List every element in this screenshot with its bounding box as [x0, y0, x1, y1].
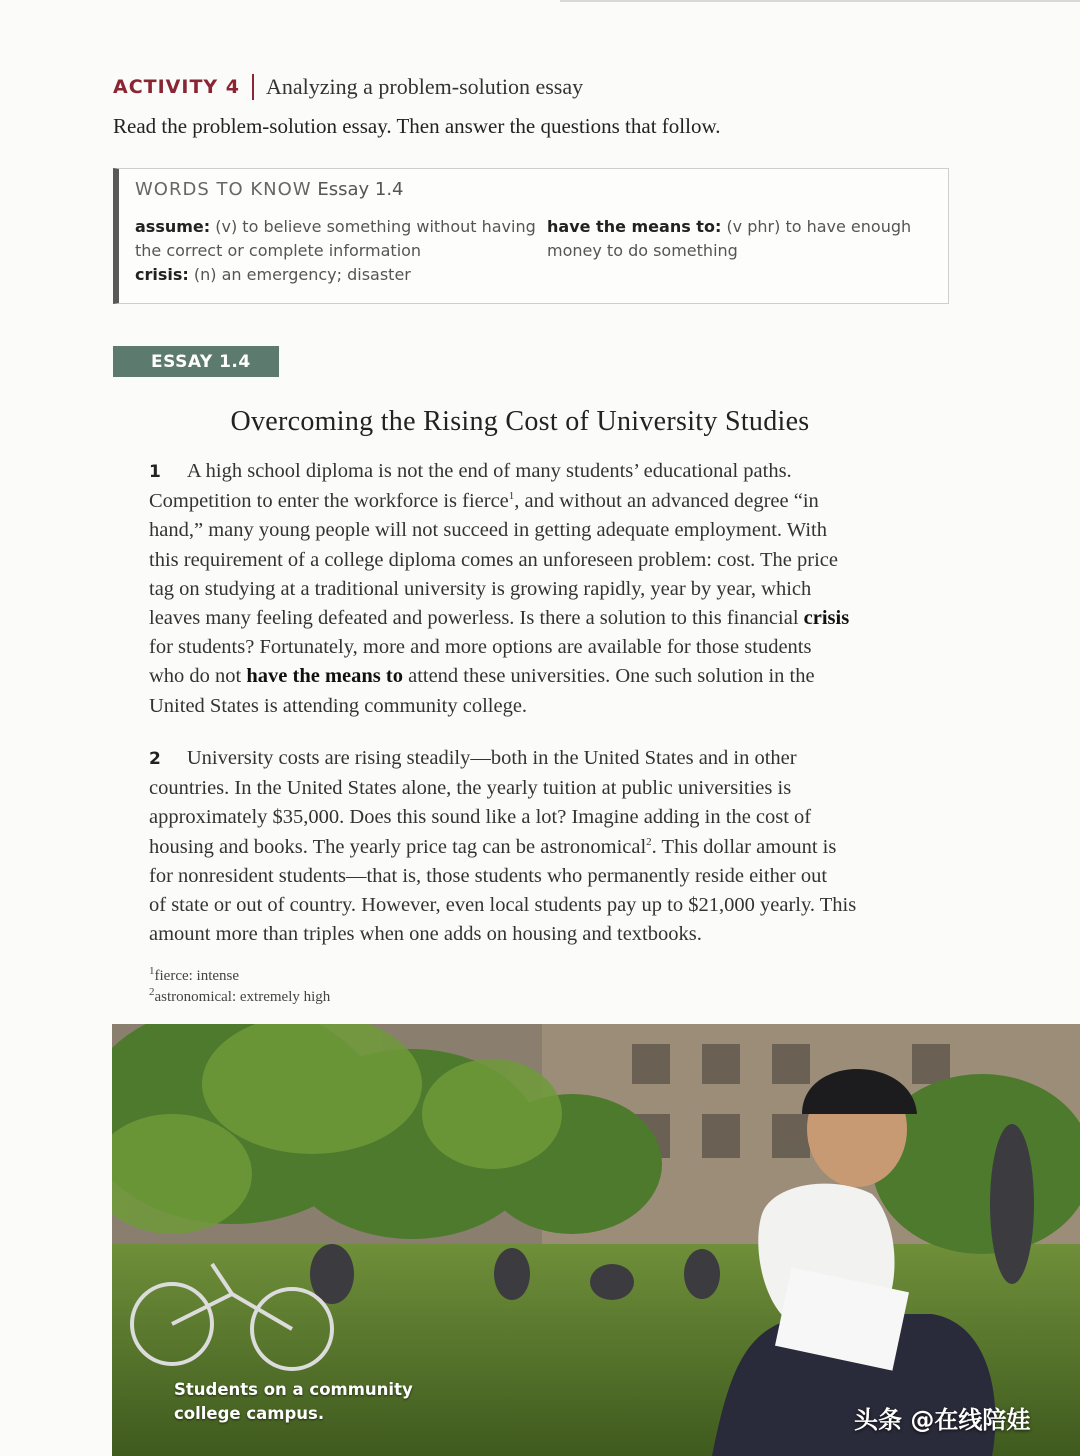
vocab-entry-crisis — [135, 263, 536, 287]
text-line: for nonresident students—that is, those students who permanently reside either out — [149, 864, 828, 887]
footnote-text: fierce: intense — [154, 968, 240, 984]
text-line: United States is attending community college. — [149, 694, 528, 717]
text-line — [149, 487, 909, 516]
caption-line: Students on a community — [174, 1380, 413, 1399]
activity-title: Analyzing a problem-solution essay — [266, 74, 584, 99]
text-line: approximately $35,000. Does this sound like a lot? Imagine adding in the cost of — [149, 806, 812, 829]
paragraph-number: 1 — [149, 462, 161, 482]
text-line: tag on studying at a traditional university is growing rapidly, year by year, which — [149, 577, 812, 600]
essay-title: Overcoming the Rising Cost of University Studies — [230, 406, 810, 437]
text-line — [149, 604, 909, 633]
text-line: of state or out of country. However, even local students pay up to $21,000 yearly. This — [149, 894, 857, 917]
paragraph-number: 2 — [149, 749, 161, 769]
watermark: 头条 @在线陪娃 — [854, 1406, 1031, 1434]
paragraph-1 — [149, 457, 909, 721]
campus-photo — [112, 1024, 1080, 1456]
top-rule — [560, 0, 1080, 2]
vocab-column-right — [547, 215, 911, 263]
vocab-entry-assume — [135, 215, 536, 263]
line-text: Competition to enter the workforce is fierce — [149, 490, 509, 513]
text-line: hand,” many young people will not succeed in getting adequate employment. With — [149, 519, 827, 542]
line-text: housing and books. The yearly price tag can be astronomical — [149, 835, 647, 858]
text-line — [149, 662, 909, 691]
words-to-know-label: WORDS TO KNOW — [135, 179, 312, 200]
line-text: A high school diploma is not the end of many students’ educational paths. — [186, 460, 792, 482]
line-text: University costs are rising steadily—both in the United States and in other — [186, 747, 797, 769]
text-line: for students? Fortunately, more and more options are available for those students — [149, 636, 812, 659]
words-to-know-heading — [135, 179, 404, 200]
photo-caption — [174, 1378, 413, 1426]
footnote-marker: 2 — [149, 986, 155, 998]
footnote-ref: 2 — [646, 835, 652, 848]
footnote-text: astronomical: extremely high — [154, 989, 331, 1005]
instruction: Read the problem-solution essay. Then answer the questions that follow. — [113, 114, 721, 138]
vocab-column-left — [135, 215, 536, 287]
footnote-marker: 1 — [149, 965, 155, 977]
line-text: , and without an advanced degree “in — [514, 490, 819, 513]
vocab-definition: (n) an emergency; disaster — [193, 265, 411, 284]
vocab-highlight: have the means to — [246, 665, 403, 688]
line-text: attend these universities. One such solution in the — [408, 665, 815, 688]
line-text: who do not — [149, 665, 242, 688]
words-to-know-ref: Essay 1.4 — [317, 179, 404, 200]
text-line: countries. In the United States alone, the yearly tuition at public universities is — [149, 777, 792, 800]
footnote — [149, 987, 330, 1008]
activity-divider — [252, 74, 254, 100]
footnote-ref: 1 — [508, 490, 515, 503]
caption-line: college campus. — [174, 1404, 325, 1423]
vocab-definition-cont: the correct or complete information — [135, 241, 422, 260]
vocab-definition: (v) to believe something without having — [215, 217, 536, 236]
words-to-know-box — [113, 168, 949, 304]
text-line — [149, 833, 909, 862]
vocab-definition: (v phr) to have enough — [726, 217, 912, 236]
vocab-highlight: crisis — [803, 607, 850, 630]
vocab-term: have the means to: — [547, 217, 722, 236]
text-line: amount more than triples when one adds on housing and textbooks. — [149, 923, 702, 946]
activity-label: ACTIVITY 4 — [113, 76, 241, 98]
vocab-term: crisis: — [135, 265, 189, 284]
essay-badge: ESSAY 1.4 — [113, 346, 279, 377]
text-line — [149, 457, 909, 487]
paragraph-2 — [149, 744, 909, 949]
vocab-entry-have-the-means-to — [547, 215, 911, 263]
text-line — [149, 744, 909, 774]
line-text: leaves many feeling defeated and powerless. Is there a solution to this financial — [149, 607, 799, 630]
activity-header — [113, 72, 583, 102]
vocab-definition-cont: money to do something — [547, 241, 738, 260]
line-text: . This dollar amount is — [651, 835, 837, 858]
vocab-term: assume: — [135, 217, 211, 236]
text-line: this requirement of a college diploma comes an unforeseen problem: cost. The price — [149, 548, 838, 571]
footnote — [149, 966, 330, 987]
footnotes — [149, 966, 330, 1008]
